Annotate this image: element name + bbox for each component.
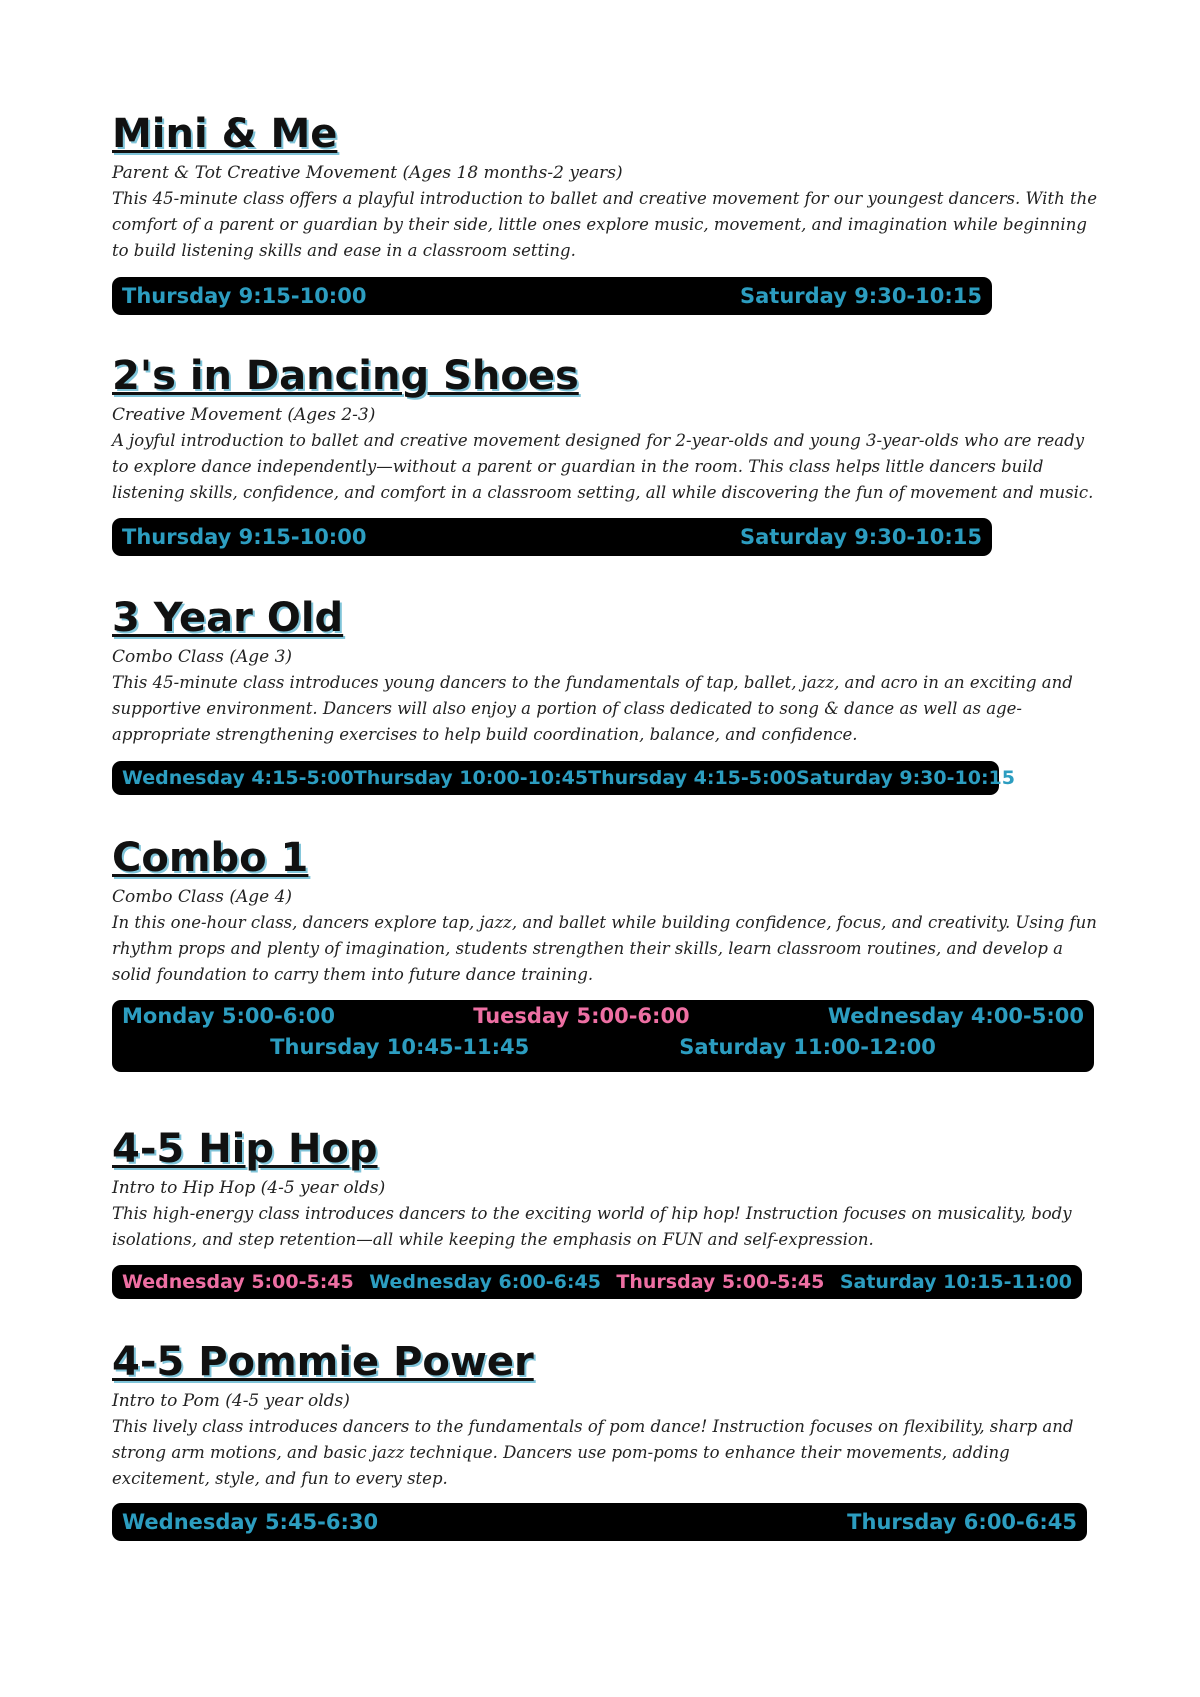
class-title: 3 Year Old <box>112 595 344 641</box>
schedule-bar-three-year-old <box>112 761 1015 795</box>
time-slot: Wednesday 6:00-6:45 <box>369 1271 601 1293</box>
class-title: 4-5 Hip Hop <box>112 1126 378 1172</box>
class-description: A joyful introduction to ballet and creative movement designed for 2-year-olds and young 3-year-olds who are ready to explore dance independently—without a parent or guardian in the room. This class helps little dancers build listening skills, confidence, and comfort in a classroom setting, all while discovering the fun of movement and music. <box>112 431 1094 502</box>
class-subtitle: Combo Class (Age 4) <box>112 887 293 907</box>
class-section-three-year-old <box>112 596 1102 748</box>
time-slot: Thursday 9:15-10:00 <box>122 284 367 308</box>
schedule-bar-twos-in-dancing-shoes <box>112 518 992 556</box>
time-slot: Saturday 9:30-10:15 <box>740 525 982 549</box>
time-slot: Wednesday 5:00-5:45 <box>122 1271 354 1293</box>
class-description: In this one-hour class, dancers explore tap, jazz, and ballet while building confidence, focus, and creativity. Using fun rhythm props and plenty of imagination, students strengthen their skills, learn classroom routines, and develop a solid foundation to carry them into future dance training. <box>112 913 1097 984</box>
class-section-combo-1 <box>112 836 1102 988</box>
time-slot: Saturday 11:00-12:00 <box>679 1035 936 1059</box>
time-slot: Thursday 10:00-10:45 <box>353 767 589 789</box>
schedule-bar-pommie-power <box>112 1503 1087 1541</box>
time-slot: Tuesday 5:00-6:00 <box>473 1004 690 1028</box>
time-slot: Wednesday 4:15-5:00 <box>122 767 354 789</box>
class-description: This lively class introduces dancers to the fundamentals of pom dance! Instruction focuses on flexibility, sharp and strong arm motions, and basic jazz technique. Dancers use pom-poms to enhance their movements, adding excitement, style, and fun to every step. <box>112 1417 1074 1488</box>
time-slot: Saturday 9:30-10:15 <box>740 284 982 308</box>
class-description: This 45-minute class offers a playful introduction to ballet and creative movement for our youngest dancers. With the comfort of a parent or guardian by their side, little ones explore music, movement, and imagination while beginning to build listening skills and ease in a classroom setting. <box>112 189 1097 260</box>
class-title: Mini & Me <box>112 111 338 157</box>
time-slot: Thursday 4:15-5:00 <box>588 767 797 789</box>
class-section-twos-in-dancing-shoes <box>112 354 1102 506</box>
class-section-mini-and-me <box>112 112 1102 264</box>
schedule-bar-mini-and-me <box>112 277 992 315</box>
schedule-bar-hip-hop <box>112 1265 1082 1299</box>
time-slot: Thursday 10:45-11:45 <box>270 1035 530 1059</box>
time-slot: Thursday 9:15-10:00 <box>122 525 367 549</box>
time-slot: Wednesday 5:45-6:30 <box>122 1510 379 1534</box>
class-section-pommie-power <box>112 1340 1102 1492</box>
time-slot: Wednesday 4:00-5:00 <box>827 1004 1084 1028</box>
class-subtitle: Creative Movement (Ages 2-3) <box>112 405 376 425</box>
class-title: 4-5 Pommie Power <box>112 1339 534 1385</box>
class-subtitle: Intro to Pom (4-5 year olds) <box>112 1391 350 1411</box>
class-description: This high-energy class introduces dancers to the exciting world of hip hop! Instruction focuses on musicality, body isolations, and step retention—all while keeping the emphasis on FUN and self-expression. <box>112 1204 1072 1249</box>
time-slot: Thursday 5:00-5:45 <box>616 1271 825 1293</box>
class-title: Combo 1 <box>112 835 309 881</box>
class-section-hip-hop <box>112 1127 1102 1253</box>
time-slot: Saturday 10:15-11:00 <box>839 1271 1072 1293</box>
schedule-bar-combo-1 <box>112 1000 1094 1072</box>
class-subtitle: Intro to Hip Hop (4-5 year olds) <box>112 1178 386 1198</box>
time-slot: Monday 5:00-6:00 <box>122 1004 336 1028</box>
time-slot: Thursday 6:00-6:45 <box>847 1510 1077 1534</box>
class-subtitle: Parent & Tot Creative Movement (Ages 18 months-2 years) <box>112 163 623 183</box>
class-description: This 45-minute class introduces young dancers to the fundamentals of tap, ballet, jazz, and acro in an exciting and supportive environment. Dancers will also enjoy a portion of class dedicated to song & dance as well as age-appropriate strengthening exercises to help build coordination, balance, and confidence. <box>112 673 1073 744</box>
class-title: 2's in Dancing Shoes <box>112 353 579 399</box>
time-slot: Saturday 9:30-10:15 <box>796 767 1015 789</box>
class-subtitle: Combo Class (Age 3) <box>112 647 293 667</box>
